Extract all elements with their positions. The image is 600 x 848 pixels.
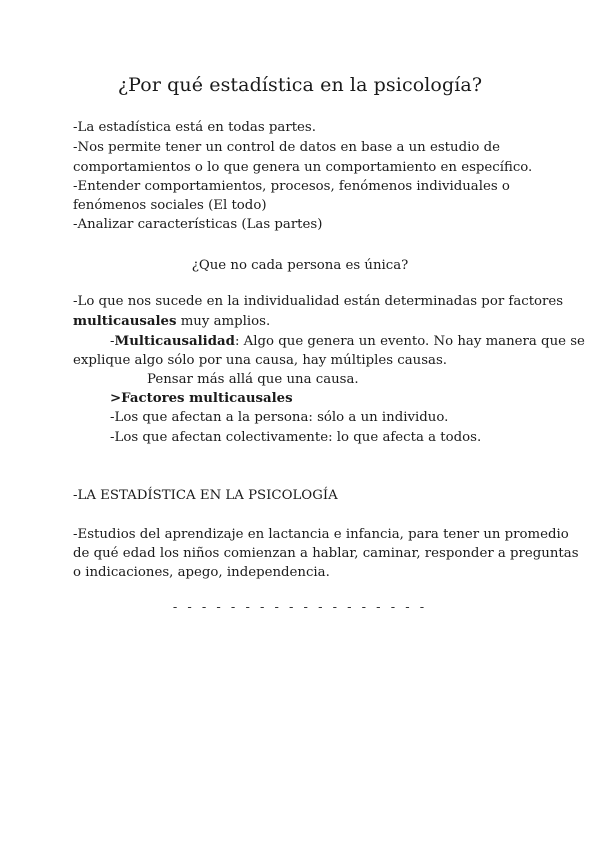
factors-title-bold: >Factores multicausales [110, 391, 293, 406]
intro-line: -Entender comportamientos, procesos, fenómenos individuales o [73, 179, 510, 194]
dashed-separator: - - - - - - - - - - - - - - - - - - [172, 600, 428, 615]
think-beyond-line: Pensar más allá que una causa. [147, 372, 359, 387]
section-heading: -LA ESTADÍSTICA EN LA PSICOLOGÍA [73, 488, 338, 503]
question-line: ¿Que no cada persona es única? [191, 258, 409, 273]
intro-line: fenómenos sociales (El todo) [73, 198, 267, 213]
multicausalidad-definition [110, 332, 585, 352]
studies-line: -Estudios del aprendizaje en lactancia e infancia, para tener un promedio [73, 527, 569, 542]
multicausal-line-1: -Lo que nos sucede en la individualidad están determinadas por factores [73, 294, 564, 309]
multicausal-line-2-rest: muy amplios. [176, 314, 271, 329]
multicausal-line-2 [73, 312, 270, 332]
multicausalidad-bold: Multicausalidad [114, 334, 235, 349]
definition-line-2: explique algo sólo por una causa, hay múltiples causas. [73, 353, 447, 368]
definition-prefix: - [110, 334, 115, 349]
page-title: ¿Por qué estadística en la psicología? [117, 74, 483, 96]
intro-line: -Analizar características (Las partes) [73, 217, 323, 232]
studies-line: o indicaciones, apego, independencia. [73, 565, 330, 580]
intro-line: -Nos permite tener un control de datos en base a un estudio de [73, 140, 500, 155]
intro-line: -La estadística está en todas partes. [73, 120, 316, 135]
studies-line: de qué edad los niños comienzan a hablar, caminar, responder a preguntas [73, 546, 579, 561]
factors-title [110, 389, 293, 409]
intro-line: comportamientos o lo que genera un comportamiento en específico. [73, 160, 533, 175]
factor-item-individual: -Los que afectan a la persona: sólo a un individuo. [110, 410, 449, 425]
multicausales-bold: multicausales [73, 314, 177, 329]
factor-item-collective: -Los que afectan colectivamente: lo que afecta a todos. [110, 430, 482, 445]
definition-rest: : Algo que genera un evento. No hay manera que se [234, 334, 585, 349]
